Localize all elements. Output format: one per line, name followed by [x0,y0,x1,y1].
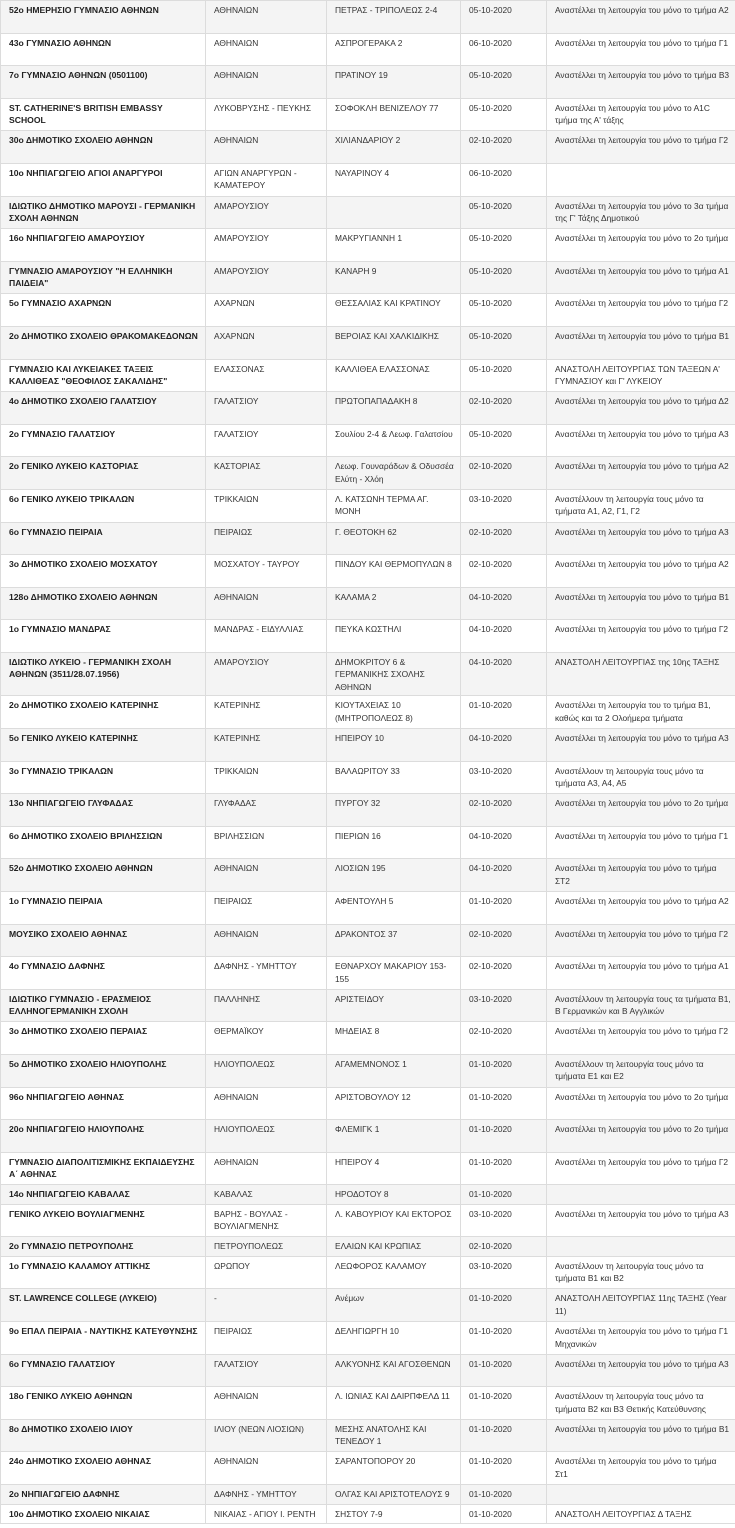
address-cell: ΚΙΟΥΤΑΧΕΙΑΣ 10 (ΜΗΤΡΟΠΟΛΕΩΣ 8) [327,696,461,729]
note-cell: Αναστέλλει τη λειτουργία του μόνο το τμήμα Δ2 [547,392,735,425]
note-cell: Αναστέλλει τη λειτουργία του μόνο το τμήμα Στ1 [547,1452,735,1485]
municipality-cell: ΝΙΚΑΙΑΣ - ΑΓΙΟΥ Ι. ΡΕΝΤΗ [206,1504,327,1524]
school-name-cell: 6ο ΓΥΜΝΑΣΙΟ ΓΑΛΑΤΣΙΟΥ [1,1354,206,1387]
address-cell: ΑΛΚΥΟΝΗΣ ΚΑΙ ΑΓΟΣΘΕΝΩΝ [327,1354,461,1387]
address-cell: ΗΡΟΔΟΤΟΥ 8 [327,1185,461,1205]
date-cell: 02-10-2020 [461,522,547,555]
school-name-cell: 2ο ΔΗΜΟΤΙΚΟ ΣΧΟΛΕΙΟ ΚΑΤΕΡΙΝΗΣ [1,696,206,729]
address-cell: ΑΓΑΜΕΜΝΟΝΟΣ 1 [327,1054,461,1087]
date-cell: 05-10-2020 [461,1,547,34]
municipality-cell: ΕΛΑΣΣΟΝΑΣ [206,359,327,392]
note-cell: Αναστέλλει τη λειτουργία του μόνο το τμήμα Γ2 [547,1022,735,1055]
date-cell: 04-10-2020 [461,826,547,859]
date-cell: 01-10-2020 [461,1054,547,1087]
note-cell [547,1185,735,1205]
table-row [1,392,735,425]
note-cell: Αναστέλλει τη λειτουργία του μόνο το 2ο τμήμα [547,1120,735,1153]
date-cell: 01-10-2020 [461,1452,547,1485]
school-name-cell: 10ο ΝΗΠΙΑΓΩΓΕΙΟ ΑΓΙΟΙ ΑΝΑΡΓΥΡΟΙ [1,163,206,196]
address-cell: ΑΡΙΣΤΟΒΟΥΛΟΥ 12 [327,1087,461,1120]
date-cell: 01-10-2020 [461,1504,547,1524]
table-row [1,1485,735,1505]
note-cell: ΑΝΑΣΤΟΛΗ ΛΕΙΤΟΥΡΓΙΑΣ ΤΩΝ ΤΑΞΕΩΝ Α' ΓΥΜΝΑΣΙΟΥ και Γ' ΛΥΚΕΙΟΥ [547,359,735,392]
school-name-cell: 3ο ΔΗΜΟΤΙΚΟ ΣΧΟΛΕΙΟ ΠΕΡΑΙΑΣ [1,1022,206,1055]
note-cell: Αναστέλλει τη λειτουργία του μόνο το τμήμα Α2 [547,891,735,924]
address-cell: ΜΕΣΗΣ ΑΝΑΤΟΛΗΣ ΚΑΙ ΤΕΝΕΔΟΥ 1 [327,1419,461,1452]
municipality-cell: ΠΕΤΡΟΥΠΟΛΕΩΣ [206,1237,327,1257]
date-cell: 05-10-2020 [461,424,547,457]
date-cell: 05-10-2020 [461,261,547,294]
table-row [1,1204,735,1237]
note-cell: Αναστέλλει τη λειτουργία του μόνο το τμήμα Α3 [547,1204,735,1237]
note-cell: Αναστέλλει τη λειτουργία του μόνο το τμήμα Α3 [547,1354,735,1387]
table-row [1,163,735,196]
table-row [1,1152,735,1185]
date-cell: 01-10-2020 [461,696,547,729]
table-row [1,1237,735,1257]
table-row [1,294,735,327]
municipality-cell: ΚΑΒΑΛΑΣ [206,1185,327,1205]
note-cell: Αναστέλλει τη λειτουργία του μόνο το τμήμα Γ1 [547,826,735,859]
note-cell: ΑΝΑΣΤΟΛΗ ΛΕΙΤΟΥΡΓΙΑΣ 11ης ΤΑΞΗΣ (Year 11) [547,1289,735,1322]
municipality-cell: ΜΑΝΔΡΑΣ - ΕΙΔΥΛΛΙΑΣ [206,620,327,653]
table-row [1,66,735,99]
municipality-cell: ΑΘΗΝΑΙΩΝ [206,1152,327,1185]
table-row [1,696,735,729]
school-name-cell: ST. LAWRENCE COLLEGE (ΛΥΚΕΙΟ) [1,1289,206,1322]
table-row [1,1322,735,1355]
municipality-cell: ΑΜΑΡΟΥΣΙΟΥ [206,652,327,696]
note-cell: Αναστέλλουν τη λειτουργία τους μόνο τα τμήματα Β2 και Β3 Θετικής Κατεύθυνσης [547,1387,735,1420]
address-cell: Λ. ΚΑΒΟΥΡΙΟΥ ΚΑΙ ΕΚΤΟΡΟΣ [327,1204,461,1237]
table-row [1,1,735,34]
school-name-cell: 4ο ΔΗΜΟΤΙΚΟ ΣΧΟΛΕΙΟ ΓΑΛΑΤΣΙΟΥ [1,392,206,425]
municipality-cell: ΛΥΚΟΒΡΥΣΗΣ - ΠΕΥΚΗΣ [206,98,327,131]
date-cell: 05-10-2020 [461,294,547,327]
school-name-cell: 2ο ΔΗΜΟΤΙΚΟ ΣΧΟΛΕΙΟ ΘΡΑΚΟΜΑΚΕΔΟΝΩΝ [1,326,206,359]
table-row [1,326,735,359]
table-row [1,196,735,229]
address-cell: ΜΗΔΕΙΑΣ 8 [327,1022,461,1055]
municipality-cell: ΑΘΗΝΑΙΩΝ [206,924,327,957]
date-cell: 06-10-2020 [461,33,547,66]
address-cell: ΣΟΦΟΚΛΗ ΒΕΝΙΖΕΛΟΥ 77 [327,98,461,131]
school-name-cell: 3ο ΔΗΜΟΤΙΚΟ ΣΧΟΛΕΙΟ ΜΟΣΧΑΤΟΥ [1,555,206,588]
date-cell: 03-10-2020 [461,1256,547,1289]
municipality-cell: ΑΜΑΡΟΥΣΙΟΥ [206,196,327,229]
table-row [1,1022,735,1055]
note-cell: Αναστέλλει τη λειτουργία του μόνο το 2ο τμήμα [547,229,735,262]
note-cell: Αναστέλλει τη λειτουργία του μόνο το τμήμα Α2 [547,457,735,490]
table-row [1,1354,735,1387]
date-cell: 01-10-2020 [461,1087,547,1120]
municipality-cell: ΓΛΥΦΑΔΑΣ [206,794,327,827]
address-cell: ΚΑΛΑΜΑ 2 [327,587,461,620]
table-row [1,957,735,990]
note-cell: Αναστέλλει τη λειτουργία του μόνο το τμήμα Γ2 [547,1152,735,1185]
table-row [1,891,735,924]
school-name-cell: ΓΥΜΝΑΣΙΟ ΔΙΑΠΟΛΙΤΙΣΜΙΚΗΣ ΕΚΠΑΙΔΕΥΣΗΣ Α΄ ΑΘΗΝΑΣ [1,1152,206,1185]
municipality-cell: ΙΛΙΟΥ (ΝΕΩΝ ΛΙΟΣΙΩΝ) [206,1419,327,1452]
table-row [1,761,735,794]
municipality-cell: ΗΛΙΟΥΠΟΛΕΩΣ [206,1054,327,1087]
address-cell: ΗΠΕΙΡΟΥ 10 [327,728,461,761]
school-name-cell: 16ο ΝΗΠΙΑΓΩΓΕΙΟ ΑΜΑΡΟΥΣΙΟΥ [1,229,206,262]
school-name-cell: ST. CATHERINE'S BRITISH EMBASSY SCHOOL [1,98,206,131]
school-name-cell: 2ο ΓΥΜΝΑΣΙΟ ΓΑΛΑΤΣΙΟΥ [1,424,206,457]
date-cell: 05-10-2020 [461,326,547,359]
municipality-cell: ΩΡΩΠΟΥ [206,1256,327,1289]
note-cell: Αναστέλλει τη λειτουργία του μόνο το τμήμα Γ2 [547,131,735,164]
table-row [1,859,735,892]
table-row [1,1185,735,1205]
date-cell: 01-10-2020 [461,1152,547,1185]
school-name-cell: 1ο ΓΥΜΝΑΣΙΟ ΚΑΛΑΜΟΥ ΑΤΤΙΚΗΣ [1,1256,206,1289]
date-cell: 02-10-2020 [461,131,547,164]
note-cell: Αναστέλλει τη λειτουργία του μόνο το τμήμα Γ2 [547,620,735,653]
address-cell: ΧΙΛΙΑΝΔΑΡΙΟΥ 2 [327,131,461,164]
municipality-cell: ΑΧΑΡΝΩΝ [206,326,327,359]
address-cell: Λ. ΙΩΝΙΑΣ ΚΑΙ ΔΑΙΡΠΦΕΛΔ 11 [327,1387,461,1420]
table-row [1,131,735,164]
note-cell: Αναστέλλει τη λειτουργία του μόνο το τμήμα Α2 [547,555,735,588]
note-cell: Αναστέλλει τη λειτουργία του μόνο το τμήμα Α3 [547,522,735,555]
address-cell: Λ. ΚΑΤΣΩΝΗ ΤΕΡΜΑ ΑΓ. ΜΟΝΗ [327,489,461,522]
table-row [1,359,735,392]
municipality-cell: - [206,1289,327,1322]
school-name-cell: 5ο ΓΥΜΝΑΣΙΟ ΑΧΑΡΝΩΝ [1,294,206,327]
date-cell: 01-10-2020 [461,1185,547,1205]
table-row [1,33,735,66]
table-row [1,555,735,588]
date-cell: 02-10-2020 [461,457,547,490]
school-name-cell: 6ο ΓΕΝΙΚΟ ΛΥΚΕΙΟ ΤΡΙΚΑΛΩΝ [1,489,206,522]
municipality-cell: ΚΑΤΕΡΙΝΗΣ [206,696,327,729]
municipality-cell: ΑΓΙΩΝ ΑΝΑΡΓΥΡΩΝ - ΚΑΜΑΤΕΡΟΥ [206,163,327,196]
school-name-cell: 18ο ΓΕΝΙΚΟ ΛΥΚΕΙΟ ΑΘΗΝΩΝ [1,1387,206,1420]
address-cell: ΛΙΟΣΙΩΝ 195 [327,859,461,892]
address-cell: ΑΣΠΡΟΓΕΡΑΚΑ 2 [327,33,461,66]
note-cell [547,1237,735,1257]
municipality-cell: ΠΕΙΡΑΙΩΣ [206,1322,327,1355]
table-row [1,620,735,653]
municipality-cell: ΑΘΗΝΑΙΩΝ [206,33,327,66]
address-cell [327,196,461,229]
address-cell: ΦΛΕΜΙΓΚ 1 [327,1120,461,1153]
note-cell: Αναστέλλει τη λειτουργία του μόνο το Α1C τμήμα της Α' τάξης [547,98,735,131]
municipality-cell: ΤΡΙΚΚΑΙΩΝ [206,761,327,794]
municipality-cell: ΑΘΗΝΑΙΩΝ [206,66,327,99]
date-cell: 05-10-2020 [461,229,547,262]
date-cell: 04-10-2020 [461,620,547,653]
address-cell: ΠΡΑΤΙΝΟΥ 19 [327,66,461,99]
municipality-cell: ΘΕΡΜΑΪΚΟΥ [206,1022,327,1055]
municipality-cell: ΓΑΛΑΤΣΙΟΥ [206,1354,327,1387]
date-cell: 03-10-2020 [461,761,547,794]
date-cell: 05-10-2020 [461,98,547,131]
municipality-cell: ΓΑΛΑΤΣΙΟΥ [206,424,327,457]
table-row [1,652,735,696]
municipality-cell: ΠΑΛΛΗΝΗΣ [206,989,327,1022]
municipality-cell: ΠΕΙΡΑΙΩΣ [206,891,327,924]
note-cell: Αναστέλλει τη λειτουργία του μόνο το 2ο τμήμα [547,794,735,827]
municipality-cell: ΤΡΙΚΚΑΙΩΝ [206,489,327,522]
address-cell: ΑΡΙΣΤΕΙΔΟΥ [327,989,461,1022]
school-name-cell: 3ο ΓΥΜΝΑΣΙΟ ΤΡΙΚΑΛΩΝ [1,761,206,794]
school-name-cell: 10ο ΔΗΜΟΤΙΚΟ ΣΧΟΛΕΙΟ ΝΙΚΑΙΑΣ [1,1504,206,1524]
address-cell: ΠΕΥΚΑ ΚΩΣΤΗΛΙ [327,620,461,653]
address-cell: ΛΕΩΦΟΡΟΣ ΚΑΛΑΜΟΥ [327,1256,461,1289]
address-cell: ΔΡΑΚΟΝΤΟΣ 37 [327,924,461,957]
table-row [1,989,735,1022]
table-row [1,489,735,522]
school-name-cell: 52ο ΔΗΜΟΤΙΚΟ ΣΧΟΛΕΙΟ ΑΘΗΝΩΝ [1,859,206,892]
table-row [1,1054,735,1087]
municipality-cell: ΔΑΦΝΗΣ - ΥΜΗΤΤΟΥ [206,1485,327,1505]
address-cell: ΘΕΣΣΑΛΙΑΣ ΚΑΙ ΚΡΑΤΙΝΟΥ [327,294,461,327]
table-row [1,424,735,457]
school-name-cell: 8ο ΔΗΜΟΤΙΚΟ ΣΧΟΛΕΙΟ ΙΛΙΟΥ [1,1419,206,1452]
note-cell: Αναστέλλει τη λειτουργία του μόνο το τμήμα Α3 [547,424,735,457]
note-cell: Αναστέλλει τη λειτουργία του μόνο το τμήμα Γ2 [547,924,735,957]
date-cell: 01-10-2020 [461,1322,547,1355]
address-cell: ΠΙΝΔΟΥ ΚΑΙ ΘΕΡΜΟΠΥΛΩΝ 8 [327,555,461,588]
note-cell [547,1485,735,1505]
school-name-cell: 128ο ΔΗΜΟΤΙΚΟ ΣΧΟΛΕΙΟ ΑΘΗΝΩΝ [1,587,206,620]
table-row [1,587,735,620]
school-name-cell: ΓΥΜΝΑΣΙΟ ΑΜΑΡΟΥΣΙΟΥ "Η ΕΛΛΗΝΙΚΗ ΠΑΙΔΕΙΑ" [1,261,206,294]
address-cell: ΒΑΛΑΩΡΙΤΟΥ 33 [327,761,461,794]
date-cell: 04-10-2020 [461,587,547,620]
date-cell: 03-10-2020 [461,489,547,522]
school-name-cell: 30ο ΔΗΜΟΤΙΚΟ ΣΧΟΛΕΙΟ ΑΘΗΝΩΝ [1,131,206,164]
school-name-cell: ΙΔΙΩΤΙΚΟ ΔΗΜΟΤΙΚΟ ΜΑΡΟΥΣΙ - ΓΕΡΜΑΝΙΚΗ ΣΧΟΛΗ ΑΘΗΝΩΝ [1,196,206,229]
note-cell: Αναστέλλει τη λειτουργία του μόνο το τμήμα Β3 [547,66,735,99]
municipality-cell: ΑΜΑΡΟΥΣΙΟΥ [206,261,327,294]
address-cell: ΠΡΩΤΟΠΑΠΑΔΑΚΗ 8 [327,392,461,425]
school-name-cell: 6ο ΓΥΜΝΑΣΙΟ ΠΕΙΡΑΙΑ [1,522,206,555]
municipality-cell: ΑΘΗΝΑΙΩΝ [206,131,327,164]
date-cell: 01-10-2020 [461,1387,547,1420]
school-name-cell: 1ο ΓΥΜΝΑΣΙΟ ΠΕΙΡΑΙΑ [1,891,206,924]
school-name-cell: 5ο ΔΗΜΟΤΙΚΟ ΣΧΟΛΕΙΟ ΗΛΙΟΥΠΟΛΗΣ [1,1054,206,1087]
school-name-cell: 2ο ΓΕΝΙΚΟ ΛΥΚΕΙΟ ΚΑΣΤΟΡΙΑΣ [1,457,206,490]
date-cell: 01-10-2020 [461,1419,547,1452]
address-cell: ΜΑΚΡΥΓΙΑΝΝΗ 1 [327,229,461,262]
address-cell: Σουλίου 2-4 & Λεωφ. Γαλατσίου [327,424,461,457]
address-cell: Λεωφ. Γουναράδων & Οδυσσέα Ελύτη - Χλόη [327,457,461,490]
table-row [1,522,735,555]
note-cell: ΑΝΑΣΤΟΛΗ ΛΕΙΤΟΥΡΓΙΑΣ της 10ης ΤΑΞΗΣ [547,652,735,696]
date-cell: 02-10-2020 [461,555,547,588]
school-name-cell: 4ο ΓΥΜΝΑΣΙΟ ΔΑΦΝΗΣ [1,957,206,990]
municipality-cell: ΒΡΙΛΗΣΣΙΩΝ [206,826,327,859]
table-row [1,794,735,827]
address-cell: ΝΑΥΑΡΙΝΟΥ 4 [327,163,461,196]
date-cell: 03-10-2020 [461,1204,547,1237]
municipality-cell: ΚΑΤΕΡΙΝΗΣ [206,728,327,761]
note-cell: Αναστέλλει τη λειτουργία του μόνο το τμήμα Α1 [547,957,735,990]
school-name-cell: 24ο ΔΗΜΟΤΙΚΟ ΣΧΟΛΕΙΟ ΑΘΗΝΑΣ [1,1452,206,1485]
school-name-cell: 43ο ΓΥΜΝΑΣΙΟ ΑΘΗΝΩΝ [1,33,206,66]
note-cell: Αναστέλλουν τη λειτουργία τους τα τμήματα Β1, Β Γερμανικών και Β Αγγλικών [547,989,735,1022]
table-row [1,924,735,957]
school-name-cell: 52ο ΗΜΕΡΗΣΙΟ ΓΥΜΝΑΣΙΟ ΑΘΗΝΩΝ [1,1,206,34]
table-row [1,261,735,294]
address-cell: ΣΑΡΑΝΤΟΠΟΡΟΥ 20 [327,1452,461,1485]
municipality-cell: ΚΑΣΤΟΡΙΑΣ [206,457,327,490]
municipality-cell: ΒΑΡΗΣ - ΒΟΥΛΑΣ - ΒΟΥΛΙΑΓΜΕΝΗΣ [206,1204,327,1237]
date-cell: 04-10-2020 [461,859,547,892]
date-cell: 02-10-2020 [461,392,547,425]
table-row [1,728,735,761]
school-name-cell: ΓΕΝΙΚΟ ΛΥΚΕΙΟ ΒΟΥΛΙΑΓΜΕΝΗΣ [1,1204,206,1237]
address-cell: ΕΛΑΙΩΝ ΚΑΙ ΚΡΩΠΙΑΣ [327,1237,461,1257]
school-name-cell: ΙΔΙΩΤΙΚΟ ΛΥΚΕΙΟ - ΓΕΡΜΑΝΙΚΗ ΣΧΟΛΗ ΑΘΗΝΩΝ (3511/28.07.1956) [1,652,206,696]
municipality-cell: ΑΘΗΝΑΙΩΝ [206,1452,327,1485]
municipality-cell: ΑΘΗΝΑΙΩΝ [206,1,327,34]
municipality-cell: ΜΟΣΧΑΤΟΥ - ΤΑΥΡΟΥ [206,555,327,588]
note-cell: Αναστέλλει τη λειτουργία του μόνο το τμήμα Γ1 [547,33,735,66]
table-row [1,1452,735,1485]
table-row [1,1419,735,1452]
school-name-cell: 5ο ΓΕΝΙΚΟ ΛΥΚΕΙΟ ΚΑΤΕΡΙΝΗΣ [1,728,206,761]
school-name-cell: 14ο ΝΗΠΙΑΓΩΓΕΙΟ ΚΑΒΑΛΑΣ [1,1185,206,1205]
date-cell: 02-10-2020 [461,1022,547,1055]
address-cell: ΕΘΝΑΡΧΟΥ ΜΑΚΑΡΙΟΥ 153-155 [327,957,461,990]
note-cell: Αναστέλλουν τη λειτουργία τους μόνο τα τμήματα Β1 και Β2 [547,1256,735,1289]
table-body [1,1,735,1524]
school-name-cell: 9ο ΕΠΑΛ ΠΕΙΡΑΙΑ - ΝΑΥΤΙΚΗΣ ΚΑΤΕΥΘΥΝΣΗΣ [1,1322,206,1355]
address-cell: ΒΕΡΟΙΑΣ ΚΑΙ ΧΑΛΚΙΔΙΚΗΣ [327,326,461,359]
table-row [1,1387,735,1420]
date-cell: 02-10-2020 [461,957,547,990]
municipality-cell: ΑΘΗΝΑΙΩΝ [206,1087,327,1120]
table-row [1,1289,735,1322]
date-cell: 02-10-2020 [461,1237,547,1257]
table-row [1,1256,735,1289]
note-cell: Αναστέλλει τη λειτουργία του μόνο το τμήμα Β1 [547,587,735,620]
note-cell: ΑΝΑΣΤΟΛΗ ΛΕΙΤΟΥΡΓΙΑΣ Δ ΤΑΞΗΣ [547,1504,735,1524]
note-cell: Αναστέλλει τη λειτουργία του μόνο το τμήμα ΣΤ2 [547,859,735,892]
date-cell: 04-10-2020 [461,652,547,696]
date-cell: 01-10-2020 [461,1289,547,1322]
school-name-cell: 2ο ΓΥΜΝΑΣΙΟ ΠΕΤΡΟΥΠΟΛΗΣ [1,1237,206,1257]
address-cell: ΚΑΝΑΡΗ 9 [327,261,461,294]
address-cell: ΗΠΕΙΡΟΥ 4 [327,1152,461,1185]
note-cell: Αναστέλλει τη λειτουργία του μόνο το τμήμα Α3 [547,728,735,761]
table-row [1,229,735,262]
address-cell: ΠΕΤΡΑΣ - ΤΡΙΠΟΛΕΩΣ 2-4 [327,1,461,34]
address-cell: Γ. ΘΕΟΤΟΚΗ 62 [327,522,461,555]
note-cell: Αναστέλλουν τη λειτουργία τους μόνο τα τμήματα Α3, Α4, Α5 [547,761,735,794]
note-cell: Αναστέλλει τη λειτουργία του μόνο το τμήμα Β1 [547,1419,735,1452]
table-row [1,1120,735,1153]
school-name-cell: 20ο ΝΗΠΙΑΓΩΓΕΙΟ ΗΛΙΟΥΠΟΛΗΣ [1,1120,206,1153]
note-cell: Αναστέλλουν τη λειτουργία τους μόνο τα τμήματα Α1, Α2, Γ1, Γ2 [547,489,735,522]
school-name-cell: ΙΔΙΩΤΙΚΟ ΓΥΜΝΑΣΙΟ - ΕΡΑΣΜΕΙΟΣ ΕΛΛΗΝΟΓΕΡΜΑΝΙΚΗ ΣΧΟΛΗ [1,989,206,1022]
address-cell: ΑΦΕΝΤΟΥΛΗ 5 [327,891,461,924]
note-cell: Αναστέλλει τη λειτουργία του μόνο το τμήμα Β1 [547,326,735,359]
table-row [1,457,735,490]
school-name-cell: ΜΟΥΣΙΚΟ ΣΧΟΛΕΙΟ ΑΘΗΝΑΣ [1,924,206,957]
address-cell: ΔΗΜΟΚΡΙΤΟΥ 6 & ΓΕΡΜΑΝΙΚΗΣ ΣΧΟΛΗΣ ΑΘΗΝΩΝ [327,652,461,696]
date-cell: 02-10-2020 [461,794,547,827]
note-cell: Αναστέλλει τη λειτουργία του μόνο το 2ο τμήμα [547,1087,735,1120]
address-cell: ΔΕΛΗΓΙΩΡΓΗ 10 [327,1322,461,1355]
municipality-cell: ΑΘΗΝΑΙΩΝ [206,1387,327,1420]
address-cell: ΠΥΡΓΟΥ 32 [327,794,461,827]
date-cell: 03-10-2020 [461,989,547,1022]
date-cell: 05-10-2020 [461,66,547,99]
date-cell: 02-10-2020 [461,924,547,957]
note-cell: Αναστέλλει τη λειτουργία του μόνο το τμήμα Γ1 Μηχανικών [547,1322,735,1355]
note-cell: Αναστέλλει τη λειτουργία του μόνο το 3α τμήμα της Γ' Τάξης Δημοτικού [547,196,735,229]
school-name-cell: 1ο ΓΥΜΝΑΣΙΟ ΜΑΝΔΡΑΣ [1,620,206,653]
address-cell: ΚΑΛΛΙΘΕΑ ΕΛΑΣΣΟΝΑΣ [327,359,461,392]
table-row [1,98,735,131]
municipality-cell: ΔΑΦΝΗΣ - ΥΜΗΤΤΟΥ [206,957,327,990]
date-cell: 01-10-2020 [461,891,547,924]
date-cell: 01-10-2020 [461,1354,547,1387]
address-cell: Ανέμων [327,1289,461,1322]
date-cell: 05-10-2020 [461,196,547,229]
address-cell: ΣΗΣΤΟΥ 7-9 [327,1504,461,1524]
note-cell: Αναστέλλουν τη λειτουργία τους μόνο τα τμήματα Ε1 και Ε2 [547,1054,735,1087]
table-row [1,1504,735,1524]
school-name-cell: 7ο ΓΥΜΝΑΣΙΟ ΑΘΗΝΩΝ (0501100) [1,66,206,99]
date-cell: 05-10-2020 [461,359,547,392]
date-cell: 04-10-2020 [461,728,547,761]
note-cell: Αναστέλλει τη λειτουργία του μόνο το τμήμα Γ2 [547,294,735,327]
table-row [1,826,735,859]
school-name-cell: ΓΥΜΝΑΣΙΟ ΚΑΙ ΛΥΚΕΙΑΚΕΣ ΤΑΞΕΙΣ ΚΑΛΛΙΘΕΑΣ "ΘΕΟΦΙΛΟΣ ΣΑΚΑΛΙΔΗΣ" [1,359,206,392]
date-cell: 01-10-2020 [461,1120,547,1153]
municipality-cell: ΑΘΗΝΑΙΩΝ [206,859,327,892]
municipality-cell: ΓΑΛΑΤΣΙΟΥ [206,392,327,425]
note-cell [547,163,735,196]
date-cell: 01-10-2020 [461,1485,547,1505]
school-name-cell: 13ο ΝΗΠΙΑΓΩΓΕΙΟ ΓΛΥΦΑΔΑΣ [1,794,206,827]
school-name-cell: 6ο ΔΗΜΟΤΙΚΟ ΣΧΟΛΕΙΟ ΒΡΙΛΗΣΣΙΩΝ [1,826,206,859]
school-name-cell: 2ο ΝΗΠΙΑΓΩΓΕΙΟ ΔΑΦΝΗΣ [1,1485,206,1505]
municipality-cell: ΠΕΙΡΑΙΩΣ [206,522,327,555]
address-cell: ΟΛΓΑΣ ΚΑΙ ΑΡΙΣΤΟΤΕΛΟΥΣ 9 [327,1485,461,1505]
date-cell: 06-10-2020 [461,163,547,196]
note-cell: Αναστέλλει τη λειτουργία του το τμήμα Β1, καθώς και τα 2 Ολοήμερα τμήματα [547,696,735,729]
address-cell: ΠΙΕΡΙΩΝ 16 [327,826,461,859]
municipality-cell: ΑΜΑΡΟΥΣΙΟΥ [206,229,327,262]
municipality-cell: ΑΧΑΡΝΩΝ [206,294,327,327]
school-name-cell: 96ο ΝΗΠΙΑΓΩΓΕΙΟ ΑΘΗΝΑΣ [1,1087,206,1120]
municipality-cell: ΗΛΙΟΥΠΟΛΕΩΣ [206,1120,327,1153]
table-row [1,1087,735,1120]
note-cell: Αναστέλλει τη λειτουργία του μόνο το τμήμα Α2 [547,1,735,34]
municipality-cell: ΑΘΗΝΑΙΩΝ [206,587,327,620]
note-cell: Αναστέλλει τη λειτουργία του μόνο το τμήμα Α1 [547,261,735,294]
